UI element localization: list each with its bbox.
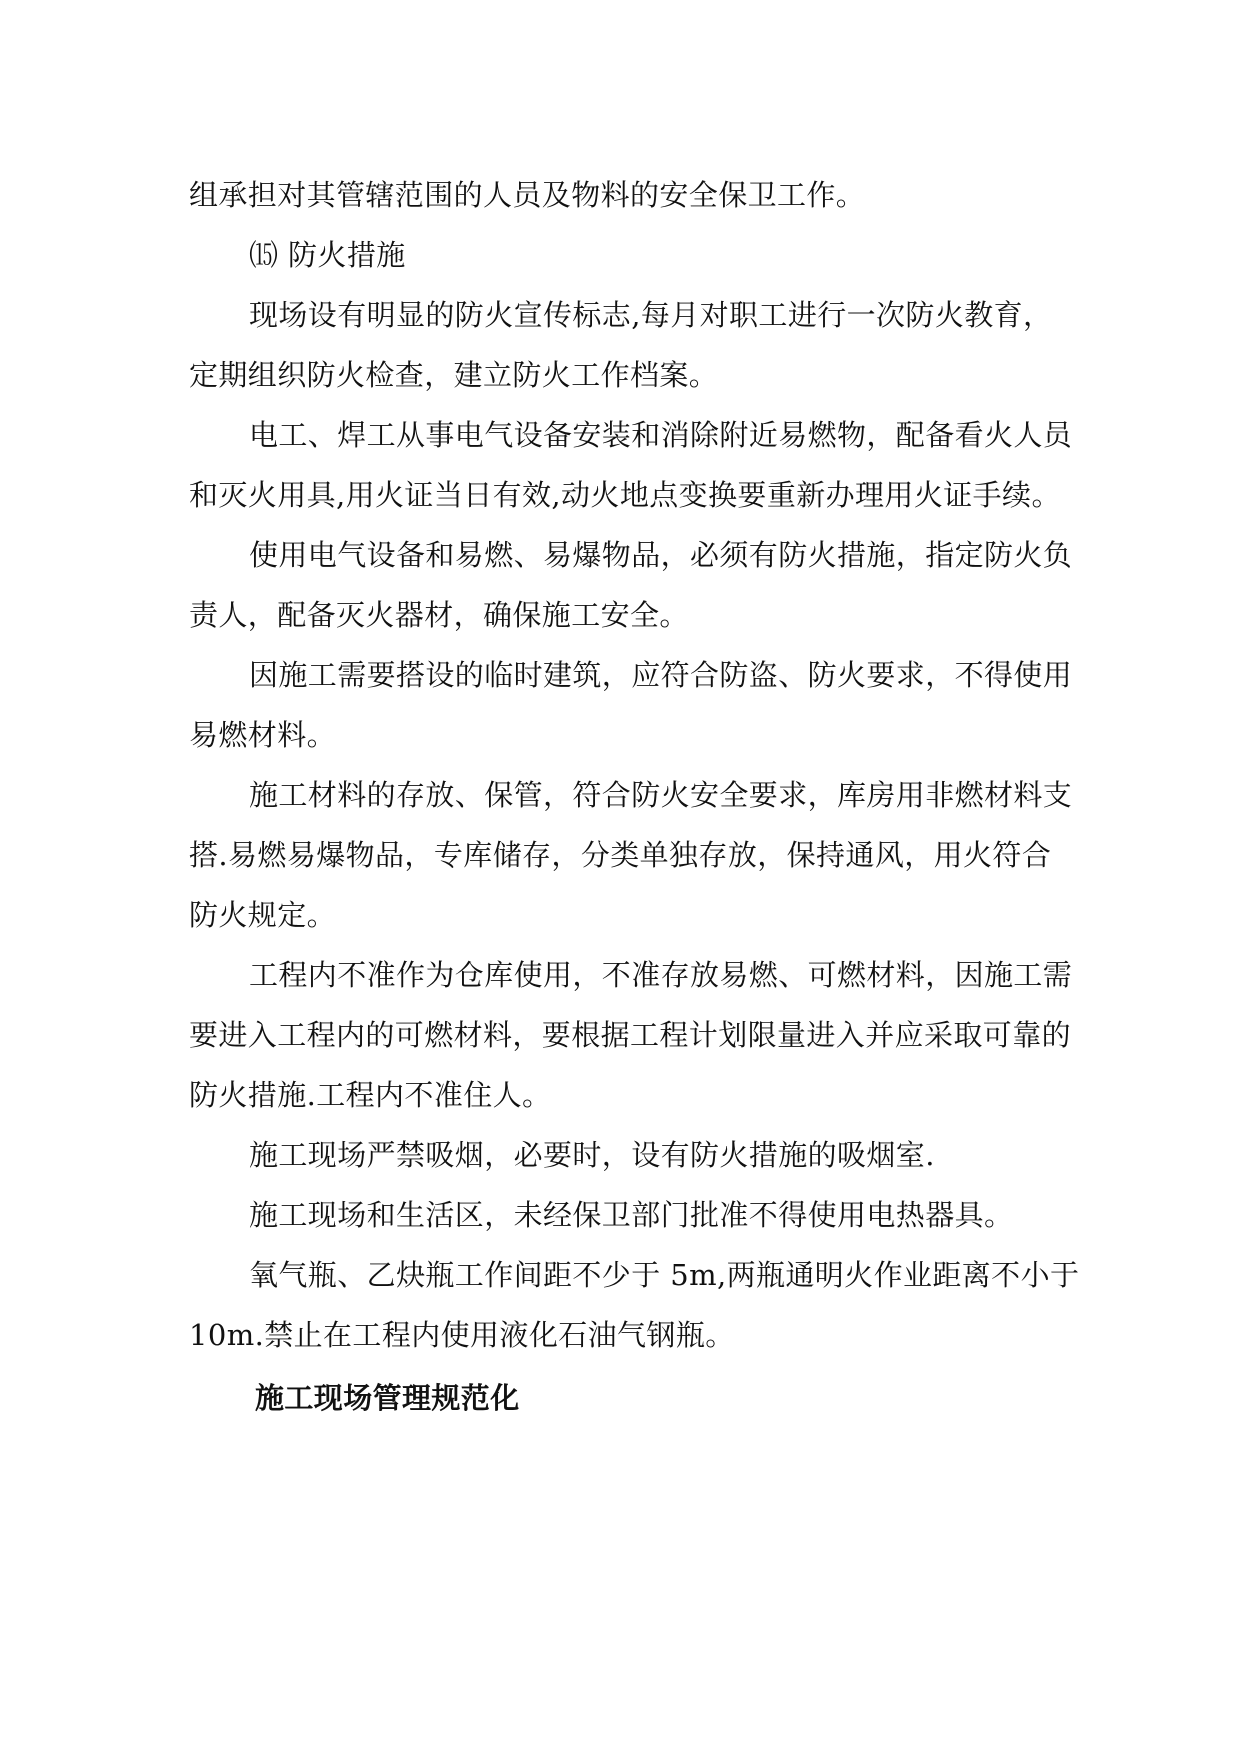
subsection-title: ⒂ 防火措施 (249, 238, 406, 272)
text-line: 因施工需要搭设的临时建筑，应符合防盗、防火要求，不得使用 (249, 658, 1073, 692)
text-line: 10m.禁止在工程内使用液化石油气钢瓶。 (189, 1318, 735, 1352)
text-line: 工程内不准作为仓库使用，不准存放易燃、可燃材料，因施工需 (249, 958, 1073, 992)
text-line: 施工现场严禁吸烟，必要时，设有防火措施的吸烟室. (249, 1138, 935, 1172)
text-line: 和灭火用具,用火证当日有效,动火地点变换要重新办理用火证手续。 (189, 478, 1061, 512)
text-line: 搭.易燃易爆物品，专库储存，分类单独存放，保持通风，用火符合 (189, 838, 1052, 872)
text-line: 施工材料的存放、保管，符合防火安全要求，库房用非燃材料支 (249, 778, 1073, 812)
text-line: 组承担对其管辖范围的人员及物料的安全保卫工作。 (189, 178, 866, 212)
text-line: 易燃材料。 (189, 718, 337, 752)
text-line: 施工现场和生活区，未经保卫部门批准不得使用电热器具。 (249, 1198, 1014, 1232)
text-line: 定期组织防火检查，建立防火工作档案。 (189, 358, 719, 392)
text-line: 要进入工程内的可燃材料，要根据工程计划限量进入并应采取可靠的 (189, 1018, 1072, 1052)
section-heading: 施工现场管理规范化 (255, 1381, 520, 1415)
text-line: 责人，配备灭火器材，确保施工安全。 (189, 598, 689, 632)
text-line: 现场设有明显的防火宣传标志,每月对职工进行一次防火教育， (249, 298, 1053, 332)
text-line: 防火措施.工程内不准住人。 (189, 1078, 552, 1112)
text-line: 使用电气设备和易燃、易爆物品，必须有防火措施，指定防火负 (249, 538, 1073, 572)
text-line: 氧气瓶、乙炔瓶工作间距不少于 5m,两瓶通明火作业距离不小于 (249, 1258, 1080, 1292)
text-line: 电工、焊工从事电气设备安装和消除附近易燃物，配备看火人员 (249, 418, 1073, 452)
text-line: 防火规定。 (189, 898, 337, 932)
